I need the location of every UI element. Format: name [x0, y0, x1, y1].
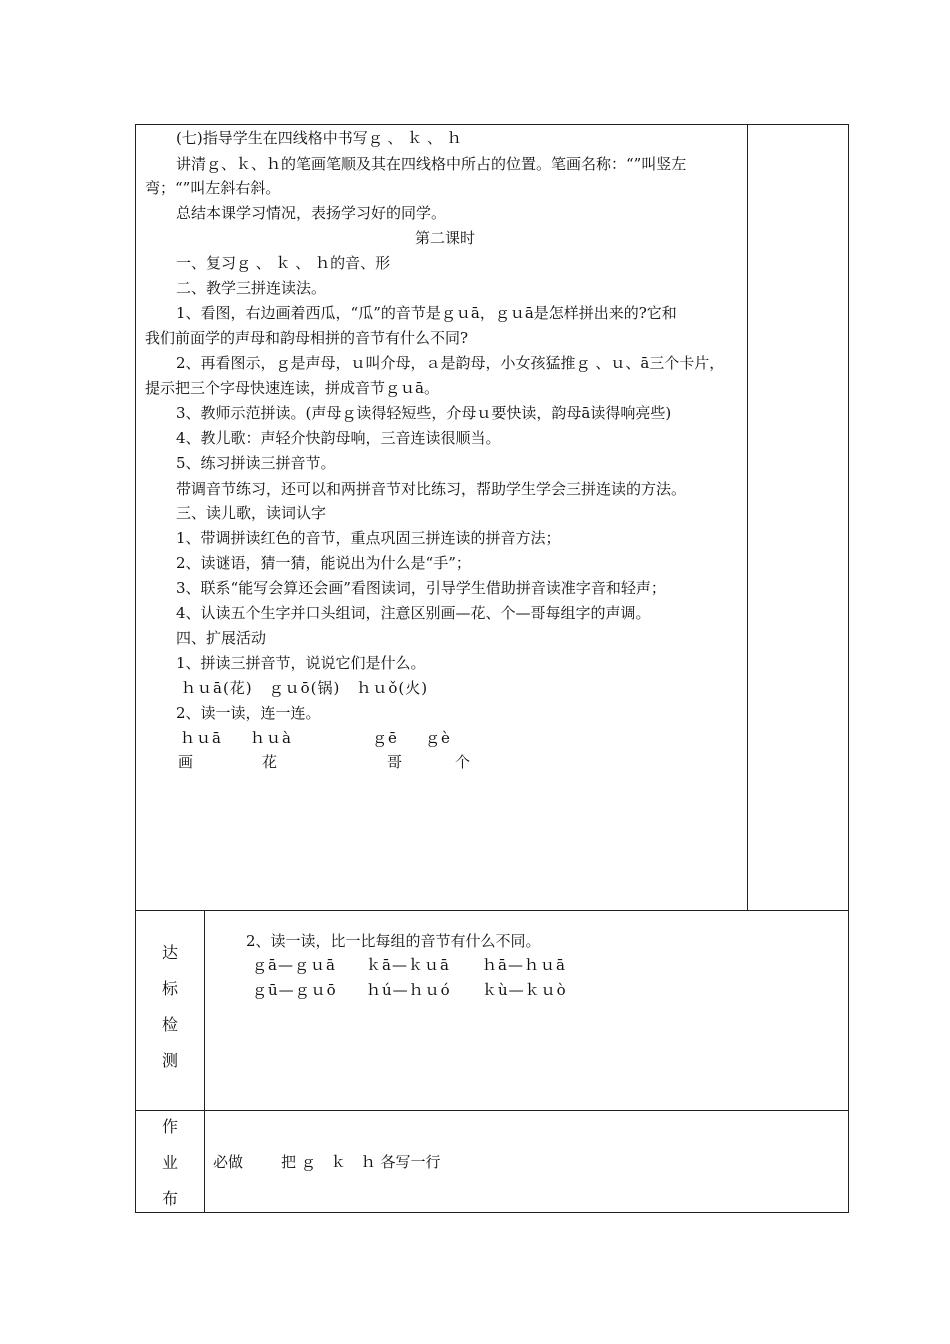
homework-task: 把 ｇ ｋ ｈ 各写一行: [281, 1153, 441, 1171]
check-label-char-1: 达: [161, 943, 178, 962]
check-row1-item-1: ｇā—ｇｕā: [252, 956, 336, 974]
connect-char-3: 哥: [387, 753, 403, 771]
connect-char-2: 花: [262, 753, 278, 771]
text-line-21: 四、扩展活动: [176, 629, 267, 647]
connect-pinyin-2: ｈｕà: [250, 729, 292, 747]
text-line-18: 2、读谜语，猜一猜，能说出为什么是“手”；: [176, 554, 471, 572]
text-line-24: 2、读一读，连一连。: [176, 704, 321, 722]
check-row1-item-2: ｋā—ｋｕā: [366, 956, 450, 974]
connect-char-4: 个: [455, 753, 471, 771]
text-line-1: (七)指导学生在四线格中书写ｇ 、 ｋ 、 ｈ: [176, 129, 462, 147]
connect-char-1: 画: [178, 753, 194, 771]
row-divider-2: [135, 1110, 849, 1111]
text-line-14: 5、练习拼读三拼音节。: [176, 454, 336, 472]
check-label-char-2: 标: [161, 979, 178, 998]
homework-label-char-3: 布: [161, 1189, 178, 1208]
text-line-20: 4、认读五个生字并口头组词，注意区别画—花、个—哥每组字的声调。: [176, 604, 651, 622]
text-line-3: 弯；“”叫左斜右斜。: [145, 179, 281, 197]
text-line-10: 2、再看图示，ｇ是声母，ｕ叫介母，ａ是韵母，小女孩猛推ｇ 、ｕ、ā三个卡片，: [176, 354, 725, 372]
homework-must-label: 必做: [213, 1153, 244, 1171]
check-row2-item-3: ｋù—ｋｕò: [482, 981, 567, 999]
text-line-22: 1、拼读三拼音节，说说它们是什么。: [176, 654, 426, 672]
text-line-17: 1、带调拼读红色的音节，重点巩固三拼连读的拼音方法；: [176, 529, 561, 547]
text-line-7: 二、教学三拼连读法。: [176, 279, 327, 297]
text-line-6: 一、复习ｇ 、 ｋ 、 ｈ的音、形: [176, 254, 391, 272]
text-line-23: ｈｕā(花) ｇｕō(锅) ｈｕǒ(火): [181, 679, 429, 697]
check-label-char-3: 检: [161, 1015, 178, 1034]
connect-pinyin-3: ｇē: [372, 729, 398, 747]
text-line-4: 总结本课学习情况，表扬学习好的同学。: [176, 204, 447, 222]
check-row2-item-1: ｇū—ｇｕō: [252, 981, 337, 999]
text-line-2: 讲清ｇ、ｋ、ｈ的笔画笔顺及其在四线格中所占的位置。笔画名称：“”叫竖左: [176, 155, 687, 173]
homework-label-char-2: 业: [161, 1153, 178, 1172]
connect-pinyin-1: ｈｕā: [180, 729, 222, 747]
connect-pinyin-4: ｇè: [425, 729, 451, 747]
check-row2-item-2: ｈú—ｈｕó: [366, 981, 451, 999]
check-label-char-4: 测: [161, 1051, 178, 1070]
row-divider-1: [135, 910, 849, 911]
text-line-12: 3、教师示范拼读。(声母ｇ读得轻短些，介母ｕ要快读，韵母ā读得响亮些): [176, 404, 672, 422]
section-heading-second-lesson: 第二课时: [414, 229, 475, 247]
text-line-9: 我们前面学的声母和韵母相拼的音节有什么不同?: [145, 329, 469, 347]
label-column-divider: [204, 910, 205, 1213]
text-line-16: 三、读儿歌，读词认字: [176, 504, 327, 522]
homework-label-char-1: 作: [161, 1117, 178, 1136]
text-line-19: 3、联系“能写会算还会画”看图读词，引导学生借助拼音读准字音和轻声；: [176, 579, 666, 597]
text-line-8: 1、看图，右边画着西瓜，“瓜”的音节是ｇｕā，ｇｕā是怎样拼出来的?它和: [176, 304, 677, 322]
check-title: 2、读一读，比一比每组的音节有什么不同。: [246, 932, 541, 950]
check-row1-item-3: ｈā—ｈｕā: [482, 956, 566, 974]
text-line-11: 提示把三个字母快速连读，拼成音节ｇｕā。: [145, 379, 439, 397]
text-line-13: 4、教儿歌：声轻介快韵母响，三音连读很顺当。: [176, 429, 501, 447]
text-line-15: 带调音节练习，还可以和两拼音节对比练习，帮助学生学会三拼连读的方法。: [176, 480, 687, 498]
